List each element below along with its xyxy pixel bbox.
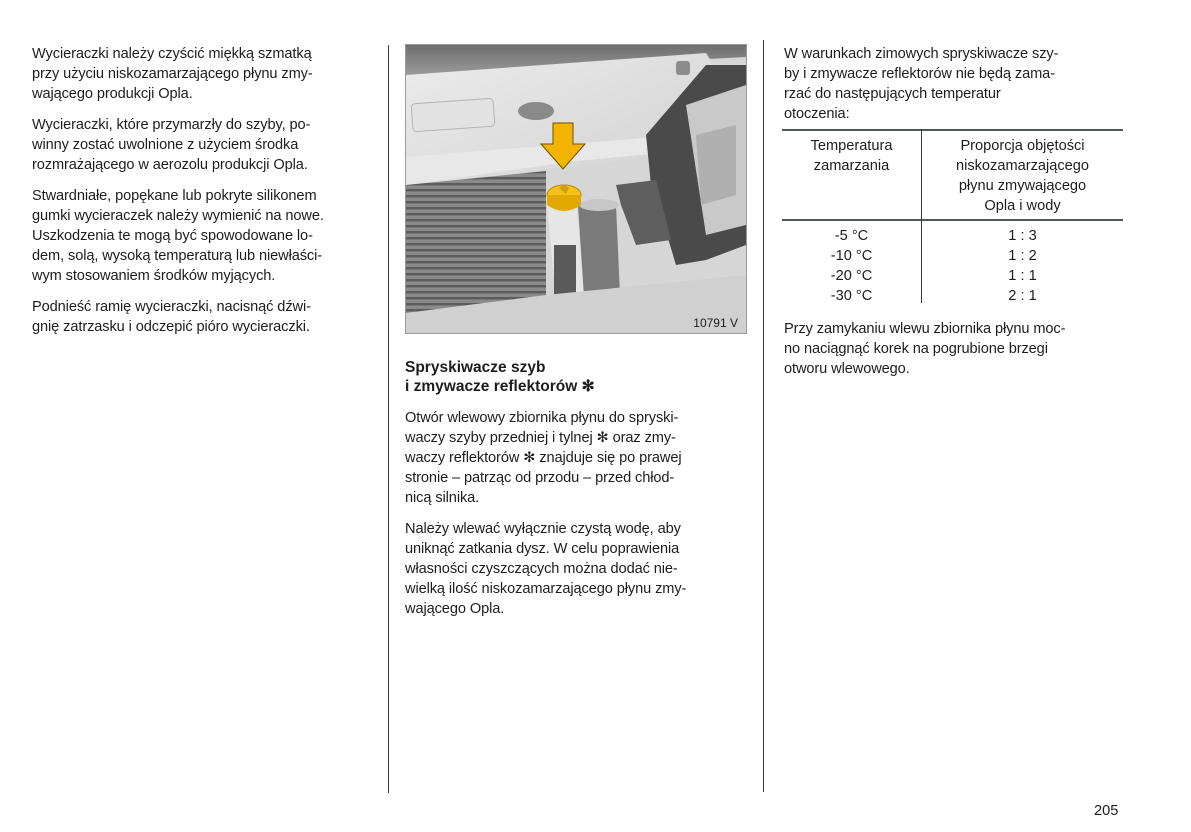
temperature-cell: -10 °C [830,248,873,264]
page-number: 205 [1094,803,1119,819]
middle-column [405,358,755,630]
text-line: Należy wlewać wyłącznie czystą wodę, aby [405,521,681,537]
paragraph [32,297,377,337]
table-header-ratio [922,136,1123,216]
header-line: Temperatura [810,138,893,154]
paragraph [32,186,377,286]
heading-line: Spryskiwacze szyb [405,359,546,376]
heading-line: i zmywacze reflektorów ✻ [405,378,595,395]
temperature-cell: -5 °C [834,228,869,244]
table-body [782,226,1123,306]
text-line: Wycieraczki, które przymarzły do szyby, po- [32,117,311,133]
paragraph [405,408,755,508]
text-line: waczy szyby przedniej i tylnej ✻ oraz zmy- [405,430,676,446]
header-line: zamarzania [813,158,890,174]
text-line: by i zmywacze reflektorów nie będą zama- [784,66,1055,82]
header-line: Opla i wody [984,198,1061,214]
figure-label: 10791 V [693,316,738,330]
table-row [782,266,1123,286]
text-line: W warunkach zimowych spryskiwacze szy- [784,46,1059,62]
ratio-cell: 2 : 1 [1008,288,1037,304]
paragraph [32,44,377,104]
table-row [782,226,1123,246]
text-line: otoczenia: [784,106,850,122]
ratio-cell: 1 : 2 [1008,248,1037,264]
text-line: wającego Opla. [405,601,505,617]
text-line: rozmrażającego w aerozolu produkcji Opla. [32,157,308,173]
text-line: nicą silnika. [405,490,480,506]
text-line: przy użyciu niskozamarzającego płynu zmy- [32,66,313,82]
text-line: Stwardniałe, popękane lub pokryte silikonem [32,188,317,204]
temperature-cell: -20 °C [830,268,873,284]
text-line: wym stosowaniem środków myjących. [32,268,276,284]
table-header-rule [782,219,1123,221]
intro-paragraph [784,44,1129,124]
text-line: gnię zatrzasku i odczepić pióro wycieraczki. [32,319,310,335]
header-line: niskozamarzającego [955,158,1090,174]
text-line: rzać do następujących temperatur [784,86,1001,102]
table-row [782,246,1123,266]
closing-paragraph [784,319,1129,379]
text-line: Otwór wlewowy zbiornika płynu do spryski- [405,410,679,426]
reservoir-cap [547,185,581,211]
header-line: płynu zmywającego [958,178,1087,194]
ratio-cell: 1 : 3 [1008,228,1037,244]
text-line: wającego produkcji Opla. [32,86,193,102]
text-line: Przy zamykaniu wlewu zbiornika płynu moc- [784,321,1066,337]
text-line: dem, solą, wysoką temperaturą lub niewłaści- [32,248,323,264]
header-line: Proporcja objętości [960,138,1085,154]
engine-bay-illustration [405,44,747,334]
text-line: własności czyszczących można dodać nie- [405,561,678,577]
text-line: Podnieść ramię wycieraczki, nacisnąć dźwi- [32,299,311,315]
column-divider-middle [763,40,764,792]
paragraph [32,115,377,175]
text-line: stronie – patrząc od przodu – przed chłod- [405,470,675,486]
right-column [784,44,1129,135]
section-heading [405,358,755,396]
text-line: Wycieraczki należy czyścić miękką szmatką [32,46,312,62]
text-line: winny zostać uwolnione z użyciem środka [32,137,299,153]
ratio-cell: 1 : 1 [1008,268,1037,284]
left-column [32,44,377,348]
text-line: wielką ilość niskozamarzającego płynu zmy- [405,581,687,597]
table-header-temperature [782,136,921,176]
text-line: gumki wycieraczek należy wymienić na nowe. [32,208,324,224]
text-line: waczy reflektorów ✻ znajduje się po prawej [405,450,682,466]
text-line: uniknąć zatkania dysz. W celu poprawienia [405,541,680,557]
washer-reservoir-illustration [406,45,746,333]
column-divider-left [388,45,389,793]
temperature-cell: -30 °C [830,288,873,304]
text-line: no naciągnąć korek na pogrubione brzegi [784,341,1048,357]
table-top-rule [782,129,1123,131]
paragraph [405,519,755,619]
table-row [782,286,1123,306]
text-line: Uszkodzenia te mogą być spowodowane lo- [32,228,313,244]
text-line: otworu wlewowego. [784,361,910,377]
